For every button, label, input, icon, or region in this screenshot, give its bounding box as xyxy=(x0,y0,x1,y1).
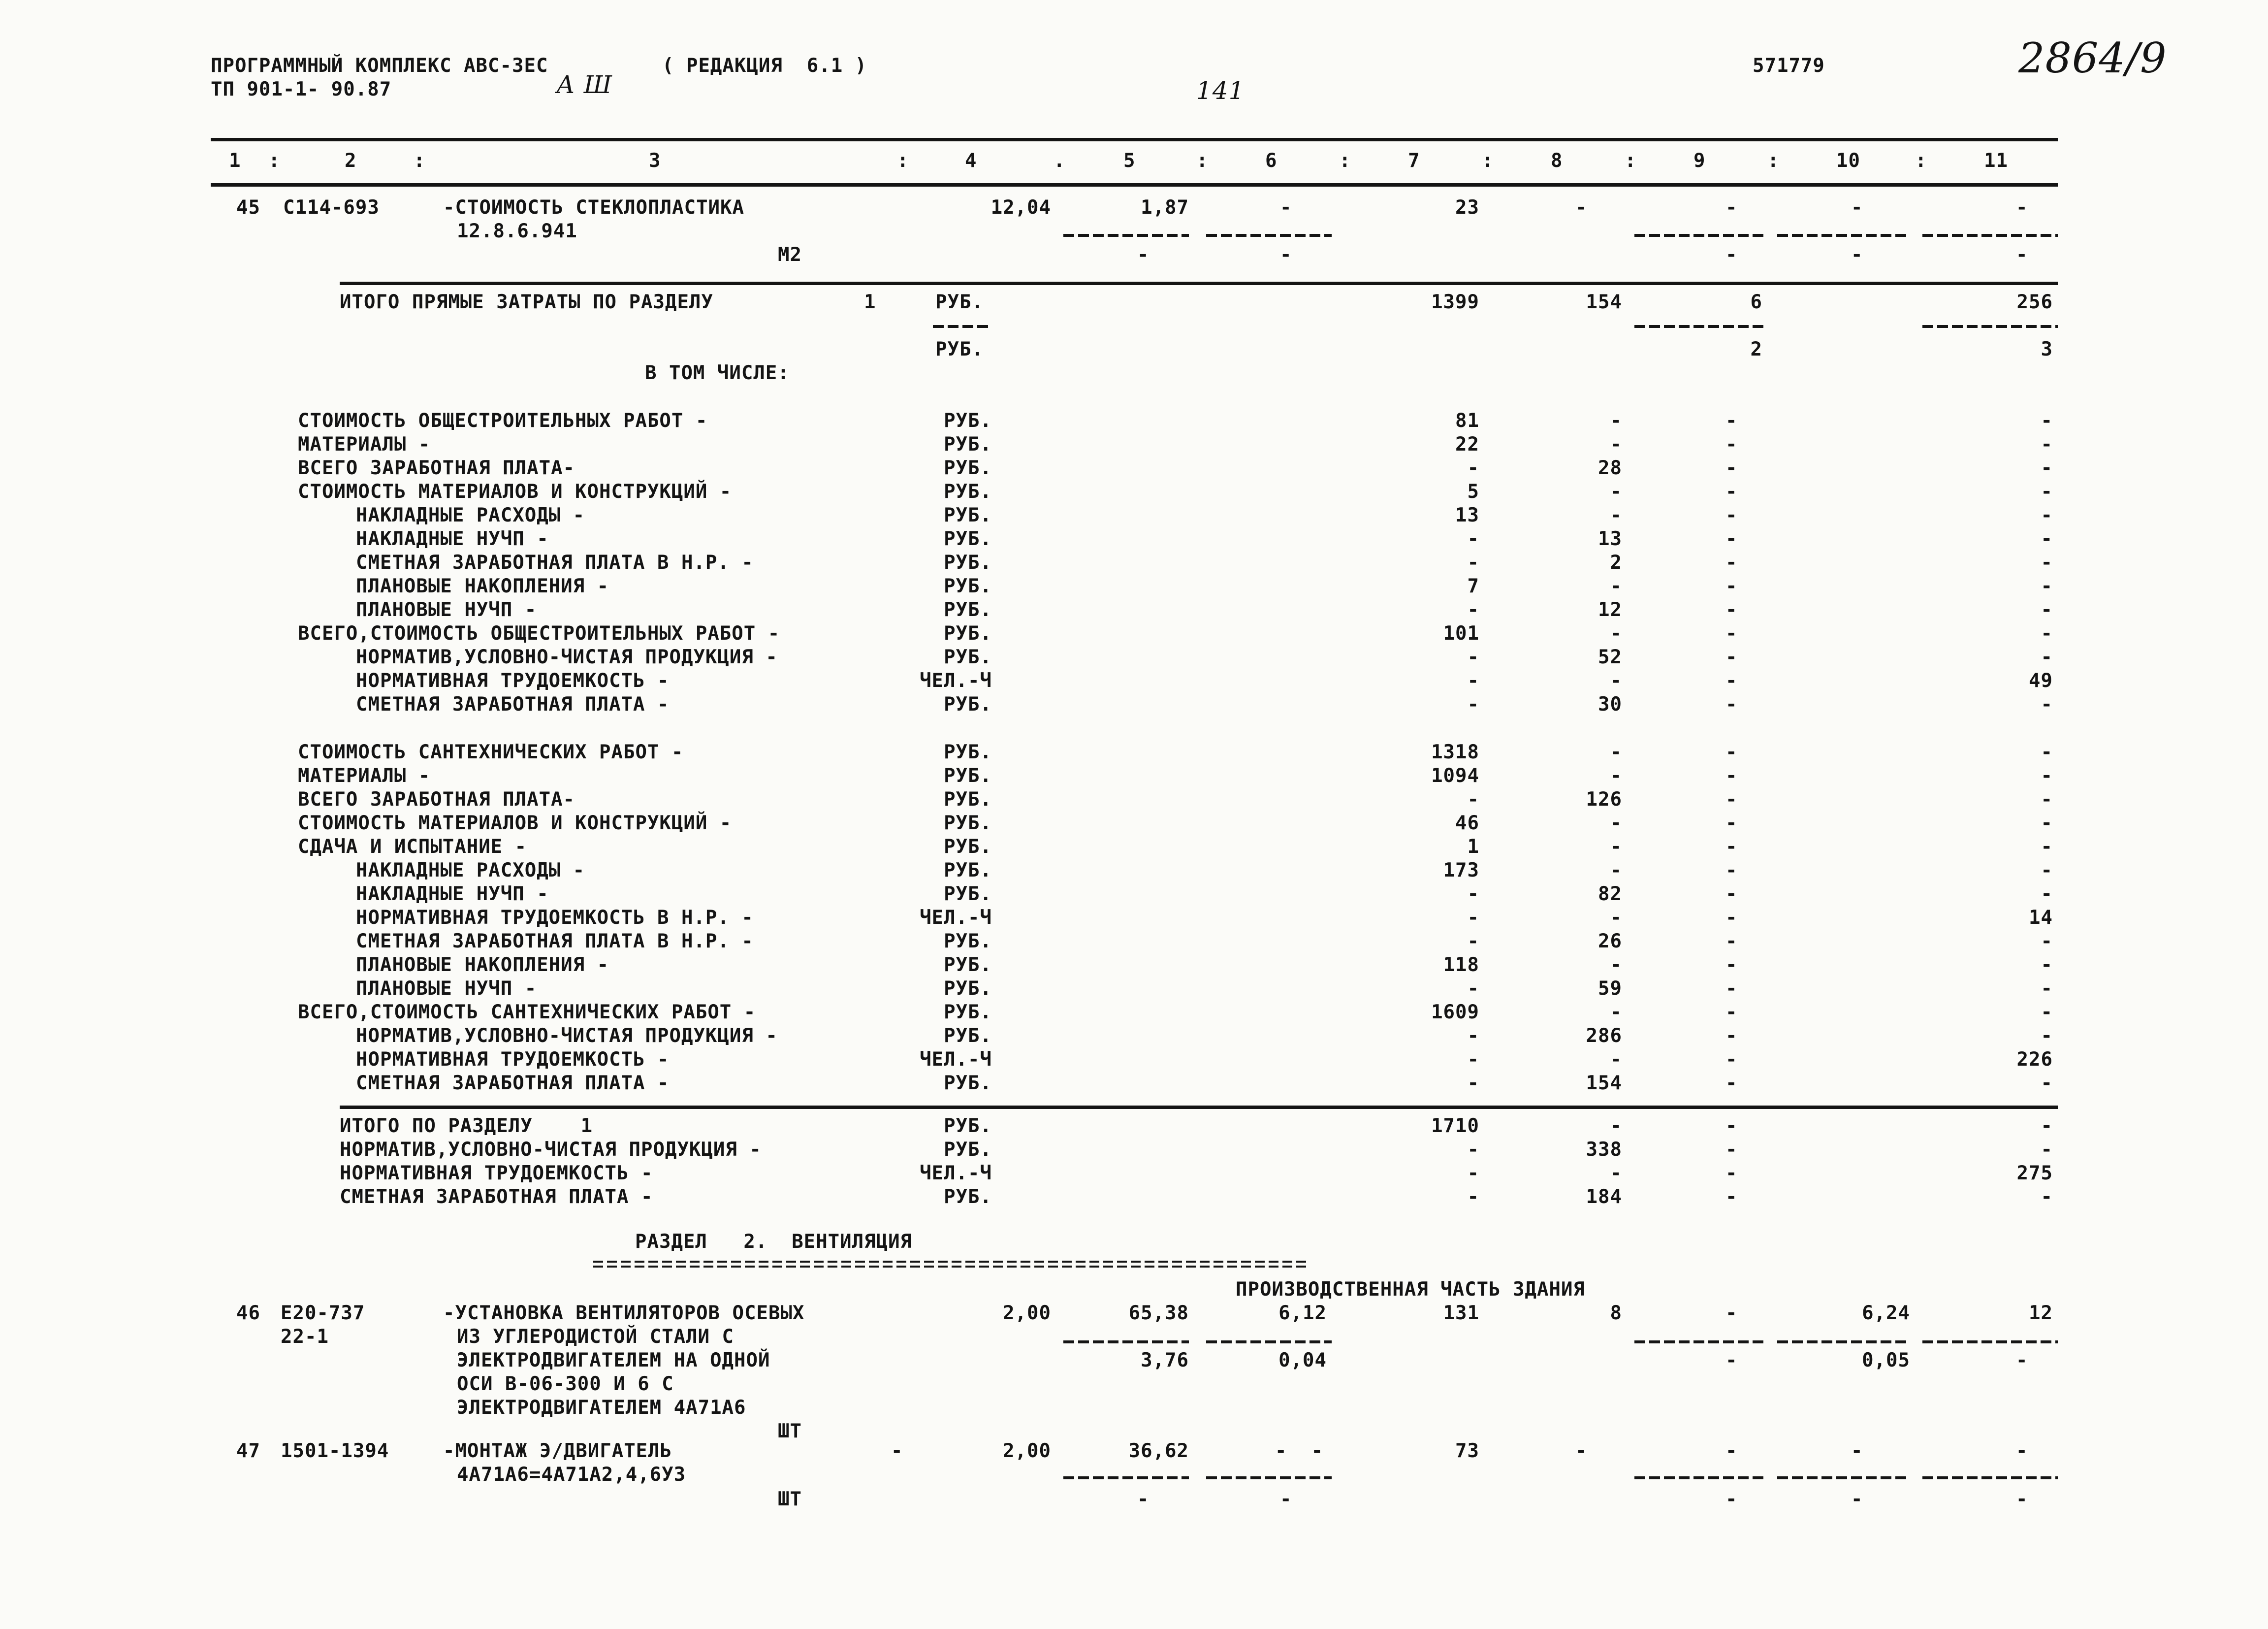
cell-c6: 6,12 xyxy=(1278,1302,1327,1324)
row-c7: - xyxy=(1467,1025,1479,1047)
row-c7: - xyxy=(1467,552,1479,574)
row-c9: - xyxy=(1725,575,1738,597)
row-c11: - xyxy=(2041,1115,2053,1137)
row-label: ПЛАНОВЫЕ НАКОПЛЕНИЯ - xyxy=(356,954,609,976)
program-title: ПРОГРАММНЫЙ КОМПЛЕКС АВС-ЗЕС xyxy=(211,55,548,77)
row-c8: - xyxy=(1610,622,1622,645)
row-unit: РУБ. xyxy=(944,552,992,574)
row-c8: - xyxy=(1610,410,1622,432)
row-label: НОРМАТИВ,УСЛОВНО-ЧИСТАЯ ПРОДУКЦИЯ - xyxy=(340,1139,762,1161)
row-c11: - xyxy=(2041,410,2053,432)
row-c11: - xyxy=(2041,481,2053,503)
row-unit: РУБ. xyxy=(944,812,992,834)
row-c11: - xyxy=(2041,883,2053,905)
row-c11: 14 xyxy=(2029,907,2053,929)
document-number: 571779 xyxy=(1753,55,1825,77)
item-name-line-2: 4А71А6=4А71А2,4,6У3 xyxy=(457,1464,686,1486)
row-c7: 1710 xyxy=(1431,1115,1479,1137)
row-c7: - xyxy=(1467,670,1479,692)
row-c7: 1609 xyxy=(1431,1001,1479,1023)
row-unit: РУБ. xyxy=(944,1025,992,1047)
row-c8: - xyxy=(1610,1162,1622,1184)
row-c11: - xyxy=(2041,1186,2053,1208)
row-c8: - xyxy=(1610,907,1622,929)
cell-c10-r2: - xyxy=(1851,1488,1863,1510)
row-c7: - xyxy=(1467,930,1479,952)
row-unit: РУБ. xyxy=(944,1001,992,1023)
row-label: СТОИМОСТЬ САНТЕХНИЧЕСКИХ РАБОТ - xyxy=(298,741,684,763)
row-c8: - xyxy=(1610,859,1622,881)
total-direct-c9-r2: 2 xyxy=(1750,338,1762,360)
row-c8: 82 xyxy=(1598,883,1622,905)
row-c9: - xyxy=(1725,859,1738,881)
row-c7: 22 xyxy=(1455,433,1479,456)
row-c11: - xyxy=(2041,1139,2053,1161)
row-unit: РУБ. xyxy=(944,599,992,621)
row-c9: - xyxy=(1725,788,1738,811)
row-label: НАКЛАДНЫЕ НУЧП - xyxy=(356,883,549,905)
row-unit: РУБ. xyxy=(944,433,992,456)
row-c11: - xyxy=(2041,1001,2053,1023)
item-name-line-5: ЭЛЕКТРОДВИГАТЕЛЕМ 4А71А6 xyxy=(457,1397,746,1419)
row-c9: - xyxy=(1725,670,1738,692)
item-name-line-3: ЭЛЕКТРОДВИГАТЕЛЕМ НА ОДНОЙ xyxy=(457,1349,770,1371)
cell-c10: - xyxy=(1851,1440,1863,1462)
item-code: Е20-737 xyxy=(281,1302,365,1324)
row-c9: - xyxy=(1725,622,1738,645)
col-2: 2 xyxy=(345,150,357,172)
row-unit: РУБ. xyxy=(944,954,992,976)
row-c8: - xyxy=(1610,1048,1622,1071)
row-c9: - xyxy=(1725,1025,1738,1047)
row-label: ПЛАНОВЫЕ НУЧП - xyxy=(356,977,537,1000)
cell-c6-r2: - xyxy=(1280,1488,1292,1510)
row-c11: - xyxy=(2041,954,2053,976)
row-c9: - xyxy=(1725,410,1738,432)
row-c8: 12 xyxy=(1598,599,1622,621)
total-direct-c11: 256 xyxy=(2016,291,2053,313)
section-2-underline xyxy=(593,1261,1307,1268)
row-c8: - xyxy=(1610,481,1622,503)
row-label: СМЕТНАЯ ЗАРАБОТНАЯ ПЛАТА - xyxy=(356,1072,670,1094)
section-2-title: РАЗДЕЛ 2. ВЕНТИЛЯЦИЯ xyxy=(635,1231,913,1253)
row-c8: 184 xyxy=(1586,1186,1622,1208)
row-c7: 1318 xyxy=(1431,741,1479,763)
row-c9: - xyxy=(1725,1162,1738,1184)
cell-c5: 36,62 xyxy=(1128,1440,1189,1462)
row-unit: РУБ. xyxy=(944,1115,992,1137)
row-unit: ЧЕЛ.-Ч xyxy=(920,1162,992,1184)
col-6: 6 xyxy=(1265,150,1278,172)
total-direct-label: ИТОГО ПРЯМЫЕ ЗАТРАТЫ ПО РАЗДЕЛУ xyxy=(340,291,713,313)
col-4: 4 xyxy=(965,150,977,172)
cell-c6-r2: - xyxy=(1280,244,1292,266)
row-unit: РУБ. xyxy=(944,646,992,668)
total-direct-unit: РУБ. xyxy=(935,291,984,313)
cell-c4: 12,04 xyxy=(990,196,1051,219)
row-c9: - xyxy=(1725,812,1738,834)
cell-c11-r2: - xyxy=(2016,1349,2028,1371)
row-c11: - xyxy=(2041,836,2053,858)
row-c8: - xyxy=(1610,812,1622,834)
row-c8: 338 xyxy=(1586,1139,1622,1161)
row-c11: - xyxy=(2041,599,2053,621)
row-c7: 1 xyxy=(1467,836,1479,858)
row-c9: - xyxy=(1725,930,1738,952)
item-unit: ШТ xyxy=(778,1420,802,1442)
row-label: СМЕТНАЯ ЗАРАБОТНАЯ ПЛАТА - xyxy=(340,1186,653,1208)
edition: ( РЕДАКЦИЯ 6.1 ) xyxy=(662,55,867,77)
row-c9: - xyxy=(1725,504,1738,526)
col-8: 8 xyxy=(1551,150,1563,172)
cell-c8: - xyxy=(1575,196,1588,219)
row-c9: - xyxy=(1725,883,1738,905)
row-unit: РУБ. xyxy=(944,1139,992,1161)
row-unit: РУБ. xyxy=(944,1186,992,1208)
row-label: СМЕТНАЯ ЗАРАБОТНАЯ ПЛАТА - xyxy=(356,693,670,716)
row-c9: - xyxy=(1725,693,1738,716)
cell-c6: - - xyxy=(1275,1440,1323,1462)
row-label: ИТОГО ПО РАЗДЕЛУ 1 xyxy=(340,1115,593,1137)
row-c11: - xyxy=(2041,930,2053,952)
row-unit: ЧЕЛ.-Ч xyxy=(920,670,992,692)
row-c8: 30 xyxy=(1598,693,1622,716)
row-label: ВСЕГО ЗАРАБОТНАЯ ПЛАТА- xyxy=(298,788,575,811)
row-c11: - xyxy=(2041,552,2053,574)
row-c9: - xyxy=(1725,1001,1738,1023)
row-label: НАКЛАДНЫЕ РАСХОДЫ - xyxy=(356,504,585,526)
item-name-line-1: -МОНТАЖ Э/ДВИГАТЕЛЬ xyxy=(443,1440,672,1462)
col-3: 3 xyxy=(649,150,661,172)
row-label: СТОИМОСТЬ ОБЩЕСТРОИТЕЛЬНЫХ РАБОТ - xyxy=(298,410,708,432)
cell-c5-r2: 3,76 xyxy=(1141,1349,1189,1371)
row-unit: РУБ. xyxy=(944,693,992,716)
cell-c11-r2: - xyxy=(2016,244,2028,266)
row-c7: 173 xyxy=(1443,859,1479,881)
row-c11: - xyxy=(2041,1025,2053,1047)
cell-c8: - xyxy=(1575,1440,1588,1462)
row-unit: ЧЕЛ.-Ч xyxy=(920,907,992,929)
header-bottom-rule xyxy=(211,183,2058,187)
row-c11: - xyxy=(2041,859,2053,881)
row-c8: - xyxy=(1610,741,1622,763)
row-c11: - xyxy=(2041,646,2053,668)
item-code-line-2: 22-1 xyxy=(281,1326,329,1348)
row-label: СМЕТНАЯ ЗАРАБОТНАЯ ПЛАТА В Н.Р. - xyxy=(356,930,754,952)
item-code: 1501-1394 xyxy=(281,1440,389,1462)
cell-c5: 1,87 xyxy=(1141,196,1189,219)
cell-c10: 6,24 xyxy=(1862,1302,1910,1324)
row-unit: РУБ. xyxy=(944,930,992,952)
item-unit: ШТ xyxy=(778,1488,802,1510)
row-c7: - xyxy=(1467,788,1479,811)
row-c11: - xyxy=(2041,457,2053,479)
row-c7: 5 xyxy=(1467,481,1479,503)
item-code: С114-693 xyxy=(283,196,380,219)
row-c7: - xyxy=(1467,457,1479,479)
row-c7: - xyxy=(1467,599,1479,621)
row-c11: - xyxy=(2041,1072,2053,1094)
row-c11: 226 xyxy=(2016,1048,2053,1071)
row-c7: - xyxy=(1467,1162,1479,1184)
row-c7: - xyxy=(1467,907,1479,929)
row-label: НОРМАТИВНАЯ ТРУДОЕМКОСТЬ - xyxy=(356,1048,670,1071)
row-c8: - xyxy=(1610,954,1622,976)
row-c7: - xyxy=(1467,1139,1479,1161)
cell-c9: - xyxy=(1725,1302,1738,1324)
row-c9: - xyxy=(1725,1139,1738,1161)
row-label: ВСЕГО ЗАРАБОТНАЯ ПЛАТА- xyxy=(298,457,575,479)
row-c8: 26 xyxy=(1598,930,1622,952)
row-c9: - xyxy=(1725,1115,1738,1137)
row-c7: 101 xyxy=(1443,622,1479,645)
row-c7: - xyxy=(1467,646,1479,668)
row-c9: - xyxy=(1725,1186,1738,1208)
item-name-line-1: -УСТАНОВКА ВЕНТИЛЯТОРОВ ОСЕВЫХ xyxy=(443,1302,805,1324)
row-c8: 59 xyxy=(1598,977,1622,1000)
item-name: -СТОИМОСТЬ СТЕКЛОПЛАСТИКА xyxy=(443,196,744,219)
cell-c9: - xyxy=(1725,1440,1738,1462)
row-c9: - xyxy=(1725,552,1738,574)
row-c7: - xyxy=(1467,693,1479,716)
row-c7: - xyxy=(1467,977,1479,1000)
page: ПРОГРАММНЫЙ КОМПЛЕКС АВС-ЗЕС ( РЕДАКЦИЯ 6.1 ) ТП 901-1- 90.87 А Ш 141 571779 2864/9 1 2 3 4 5 6 7 8 9 10 11 : : : . : : : : : : 45 С114-693 -СТОИМОСТЬ СТЕКЛОПЛАСТИКА 12.8.6.941 М2 12,04 1,87 - 23 - - - - - - - - - ИТОГО ПРЯМЫЕ ЗАТРАТЫ ПО РАЗДЕЛУ 1 РУБ. 1399 154 6 256 РУБ. 2 3 В ТОМ ЧИСЛЕ: СТОИМОСТЬ ОБЩЕСТРОИТЕЛЬНЫХ РАБОТ - РУБ. 81 - - - МАТЕРИАЛЫ - РУБ. 22 - - - ВСЕГО ЗАРАБОТНАЯ ПЛАТА- РУБ. - 28 - - СТОИМОСТЬ МАТЕРИАЛОВ И КОНСТРУКЦИЙ - РУБ. 5 - - - НАКЛАДНЫЕ РАСХОДЫ - РУБ. 13 - - - НАКЛАДНЫЕ НУЧП - РУБ. - 13 - - СМЕТНАЯ ЗАРАБОТНАЯ ПЛАТА В Н.Р. - РУБ. - 2 - - ПЛАНОВЫЕ НАКОПЛЕНИЯ - РУБ. 7 - - - ПЛАНОВЫЕ НУЧП - РУБ. - 12 - - ВСЕГО,СТОИМОСТЬ ОБЩЕСТРОИТЕЛЬНЫХ РАБОТ - РУБ. 101 - - - НОРМАТИВ,УСЛОВНО-ЧИСТАЯ ПРОДУКЦИЯ - РУБ. - 52 - - НОРМАТИВНАЯ ТРУДОЕМКОСТЬ - ЧЕЛ.-Ч - - - 49 СМЕТНАЯ ЗАРАБОТНАЯ ПЛАТА - РУБ. - 30 - - СТОИМОСТЬ САНТЕХНИЧЕСКИХ РАБОТ - РУБ. 1318 - - - МАТЕРИАЛЫ - РУБ. 1094 - - - ВСЕГО ЗАРАБОТНАЯ ПЛАТА- РУБ. - 126 - - СТОИМОСТЬ МАТЕРИАЛОВ И КОНСТРУКЦИЙ - РУБ. 46 - - - СДАЧА И ИСПЫТАНИЕ - РУБ. 1 - - - НАКЛАДНЫЕ РАСХОДЫ - РУБ. 173 - - - НАКЛАДНЫЕ НУЧП - РУБ. - 82 - - НОРМАТИВНАЯ ТРУДОЕМКОСТЬ В Н.Р. - ЧЕЛ.-Ч - - - 14 СМЕТНАЯ ЗАРАБОТНАЯ ПЛАТА В Н.Р. - РУБ. - 26 - - ПЛАНОВЫЕ НАКОПЛЕНИЯ - РУБ. 118 - - - ПЛАНОВЫЕ НУЧП - РУБ. - 59 - - ВСЕГО,СТОИМОСТЬ САНТЕХНИЧЕСКИХ РАБОТ - РУБ. 1609 - - - НОРМАТИВ,УСЛОВНО-ЧИСТАЯ ПРОДУКЦИЯ - РУБ. - 286 - - НОРМАТИВНАЯ ТРУДОЕМКОСТЬ - ЧЕЛ.-Ч - - - 226 СМЕТНАЯ ЗАРАБОТНАЯ ПЛАТА - РУБ. - 154 - - ИТОГО ПО РАЗДЕЛУ 1 РУБ. 1710 - - - НОРМАТИВ,УСЛОВНО-ЧИСТАЯ ПРОДУКЦИЯ - РУБ. - 338 - - НОРМАТИВНАЯ ТРУДОЕМКОСТЬ - ЧЕЛ.-Ч - - - 275 СМЕТНАЯ ЗАРАБОТНАЯ ПЛАТА - РУБ. - 184 - - РАЗДЕЛ 2. ВЕНТИЛЯЦИЯ ПРОИЗВОДСТВЕННАЯ ЧАСТЬ ЗДАНИЯ 46 Е20-737 22-1 -УСТАНОВКА ВЕНТИЛЯТОРОВ ОСЕВЫХ ИЗ УГЛЕРОДИСТОЙ СТАЛИ С ЭЛЕКТРОДВИГАТЕЛЕМ НА ОДНОЙ ОСИ В-06-300 И 6 С ЭЛЕКТРОДВИГАТЕЛЕМ 4А71А6 ШТ 2,00 65,38 6,12 131 8 - 6,24 12 3,76 0,04 - 0,05 - 47 1501-1394 -МОНТАЖ Э/ДВИГАТЕЛЬ 4А71А6=4А71А2,4,6У3 ШТ - 2,00 36,62 - - 73 - - - - - - - - - xyxy=(211,34,2167,1510)
row-c9: - xyxy=(1725,977,1738,1000)
row-unit: РУБ. xyxy=(944,410,992,432)
item-name-line-2: ИЗ УГЛЕРОДИСТОЙ СТАЛИ С xyxy=(457,1326,735,1348)
row-label: ВСЕГО,СТОИМОСТЬ ОБЩЕСТРОИТЕЛЬНЫХ РАБОТ - xyxy=(298,622,780,645)
cell-c6-r2: 0,04 xyxy=(1278,1349,1327,1371)
row-unit: РУБ. xyxy=(944,765,992,787)
cell-c8: 8 xyxy=(1610,1302,1622,1324)
cell-c7: 23 xyxy=(1455,196,1479,219)
row-c9: - xyxy=(1725,765,1738,787)
row-c11: - xyxy=(2041,812,2053,834)
row-unit: РУБ. xyxy=(944,622,992,645)
row-c9: - xyxy=(1725,1072,1738,1094)
row-label: НАКЛАДНЫЕ НУЧП - xyxy=(356,528,549,550)
row-label: ПЛАНОВЫЕ НАКОПЛЕНИЯ - xyxy=(356,575,609,597)
row-c9: - xyxy=(1725,599,1738,621)
row-c8: - xyxy=(1610,836,1622,858)
row-c7: 7 xyxy=(1467,575,1479,597)
row-c8: - xyxy=(1610,1001,1622,1023)
row-c7: 118 xyxy=(1443,954,1479,976)
row-unit: РУБ. xyxy=(944,788,992,811)
item-number: 47 xyxy=(236,1440,260,1462)
row-label: НОРМАТИВНАЯ ТРУДОЕМКОСТЬ - xyxy=(340,1162,653,1184)
row-c11: - xyxy=(2041,528,2053,550)
row-c8: 154 xyxy=(1586,1072,1622,1094)
row-unit: РУБ. xyxy=(944,481,992,503)
row-label: СТОИМОСТЬ МАТЕРИАЛОВ И КОНСТРУКЦИЙ - xyxy=(298,812,732,834)
row-c11: 49 xyxy=(2029,670,2053,692)
row-unit: РУБ. xyxy=(944,504,992,526)
col-1: 1 xyxy=(229,150,241,172)
total-direct-c11-r2: 3 xyxy=(2041,338,2053,360)
cell-c9-r2: - xyxy=(1725,1349,1738,1371)
row-c8: - xyxy=(1610,504,1622,526)
row-unit: РУБ. xyxy=(944,977,992,1000)
item-name-line-2: 12.8.6.941 xyxy=(457,220,577,242)
row-label: ПЛАНОВЫЕ НУЧП - xyxy=(356,599,537,621)
row-c7: - xyxy=(1467,528,1479,550)
row-label: ВСЕГО,СТОИМОСТЬ САНТЕХНИЧЕСКИХ РАБОТ - xyxy=(298,1001,756,1023)
row-c7: 46 xyxy=(1455,812,1479,834)
row-unit: РУБ. xyxy=(944,528,992,550)
col-7: 7 xyxy=(1408,150,1420,172)
row-label: НОРМАТИВНАЯ ТРУДОЕМКОСТЬ - xyxy=(356,670,670,692)
row-c8: 126 xyxy=(1586,788,1622,811)
cell-c7: 73 xyxy=(1455,1440,1479,1462)
row-c7: 13 xyxy=(1455,504,1479,526)
row-c11: - xyxy=(2041,693,2053,716)
cell-c5: 65,38 xyxy=(1128,1302,1189,1324)
row-c9: - xyxy=(1725,836,1738,858)
col-11: 11 xyxy=(1984,150,2008,172)
row-unit: РУБ. xyxy=(944,575,992,597)
row-label: МАТЕРИАЛЫ - xyxy=(298,765,431,787)
cell-c5-r2: - xyxy=(1137,244,1150,266)
row-c9: - xyxy=(1725,481,1738,503)
row-c7: - xyxy=(1467,1186,1479,1208)
total-direct-c8: 154 xyxy=(1586,291,1622,313)
row-c9: - xyxy=(1725,433,1738,456)
cell-c11: 12 xyxy=(2029,1302,2053,1324)
table-top-rule xyxy=(211,138,2058,141)
row-c11: - xyxy=(2041,575,2053,597)
row-c8: 286 xyxy=(1586,1025,1622,1047)
row-c11: - xyxy=(2041,504,2053,526)
row-unit: РУБ. xyxy=(944,883,992,905)
row-c11: - xyxy=(2041,433,2053,456)
cell-c6: - xyxy=(1280,196,1292,219)
cell-c9: - xyxy=(1725,196,1738,219)
cell-c11-r2: - xyxy=(2016,1488,2028,1510)
row-c8: - xyxy=(1610,1115,1622,1137)
cell-c11: - xyxy=(2016,196,2028,219)
row-c9: - xyxy=(1725,907,1738,929)
row-c9: - xyxy=(1725,741,1738,763)
cell-c5-r2: - xyxy=(1137,1488,1150,1510)
total-direct-c7: 1399 xyxy=(1431,291,1479,313)
row-unit: РУБ. xyxy=(944,741,992,763)
cell-c3: - xyxy=(891,1440,903,1462)
row-unit: РУБ. xyxy=(944,1072,992,1094)
col-5: 5 xyxy=(1123,150,1136,172)
row-c7: - xyxy=(1467,1072,1479,1094)
row-c7: 1094 xyxy=(1431,765,1479,787)
cell-c11: - xyxy=(2016,1440,2028,1462)
page-number: 141 xyxy=(1196,76,1245,105)
row-c11: - xyxy=(2041,622,2053,645)
row-c8: 13 xyxy=(1598,528,1622,550)
section-2-subtitle: ПРОИЗВОДСТВЕННАЯ ЧАСТЬ ЗДАНИЯ xyxy=(1236,1278,1585,1301)
row-c8: 28 xyxy=(1598,457,1622,479)
row-label: НАКЛАДНЫЕ РАСХОДЫ - xyxy=(356,859,585,881)
row-c8: - xyxy=(1610,433,1622,456)
cell-c10-r2: - xyxy=(1851,244,1863,266)
cell-c10-r2: 0,05 xyxy=(1862,1349,1910,1371)
row-c7: - xyxy=(1467,1048,1479,1071)
row-c9: - xyxy=(1725,954,1738,976)
item-number: 46 xyxy=(236,1302,260,1324)
row-c11: 275 xyxy=(2016,1162,2053,1184)
cell-c9-r2: - xyxy=(1725,244,1738,266)
row-c8: - xyxy=(1610,765,1622,787)
total-direct-unit-r2: РУБ. xyxy=(935,338,984,360)
col-10: 10 xyxy=(1836,150,1860,172)
total-direct-section: 1 xyxy=(864,291,876,313)
row-unit: РУБ. xyxy=(944,859,992,881)
cell-c9-r2: - xyxy=(1725,1488,1738,1510)
row-c7: - xyxy=(1467,883,1479,905)
row-label: НОРМАТИВ,УСЛОВНО-ЧИСТАЯ ПРОДУКЦИЯ - xyxy=(356,646,778,668)
row-c8: - xyxy=(1610,575,1622,597)
row-c11: - xyxy=(2041,977,2053,1000)
cell-c7: 131 xyxy=(1443,1302,1479,1324)
item-name-line-4: ОСИ В-06-300 И 6 С xyxy=(457,1373,674,1395)
row-label: МАТЕРИАЛЫ - xyxy=(298,433,431,456)
cell-c10: - xyxy=(1851,196,1863,219)
row-c9: - xyxy=(1725,1048,1738,1071)
row-c7: 81 xyxy=(1455,410,1479,432)
row-c9: - xyxy=(1725,528,1738,550)
row-c11: - xyxy=(2041,741,2053,763)
cell-c4: 2,00 xyxy=(1003,1440,1051,1462)
row-label: СМЕТНАЯ ЗАРАБОТНАЯ ПЛАТА В Н.Р. - xyxy=(356,552,754,574)
item-unit: М2 xyxy=(778,244,802,266)
row-unit: ЧЕЛ.-Ч xyxy=(920,1048,992,1071)
row-label: НОРМАТИВ,УСЛОВНО-ЧИСТАЯ ПРОДУКЦИЯ - xyxy=(356,1025,778,1047)
row-unit: РУБ. xyxy=(944,836,992,858)
row-unit: РУБ. xyxy=(944,457,992,479)
item-number: 45 xyxy=(236,196,260,219)
including-heading: В ТОМ ЧИСЛЕ: xyxy=(645,362,790,384)
project-code: ТП 901-1- 90.87 xyxy=(211,78,392,100)
row-c9: - xyxy=(1725,646,1738,668)
row-c11: - xyxy=(2041,788,2053,811)
cell-c4: 2,00 xyxy=(1003,1302,1051,1324)
row-label: СТОИМОСТЬ МАТЕРИАЛОВ И КОНСТРУКЦИЙ - xyxy=(298,481,732,503)
col-9: 9 xyxy=(1693,150,1706,172)
row-label: СДАЧА И ИСПЫТАНИЕ - xyxy=(298,836,527,858)
row-label: НОРМАТИВНАЯ ТРУДОЕМКОСТЬ В Н.Р. - xyxy=(356,907,754,929)
sheet-number: 2864/9 xyxy=(2018,34,2167,82)
total-direct-c9: 6 xyxy=(1750,291,1762,313)
row-c11: - xyxy=(2041,765,2053,787)
handwritten-mark: А Ш xyxy=(556,70,612,99)
row-c8: - xyxy=(1610,670,1622,692)
row-c8: 52 xyxy=(1598,646,1622,668)
row-c9: - xyxy=(1725,457,1738,479)
row-c8: 2 xyxy=(1610,552,1622,574)
